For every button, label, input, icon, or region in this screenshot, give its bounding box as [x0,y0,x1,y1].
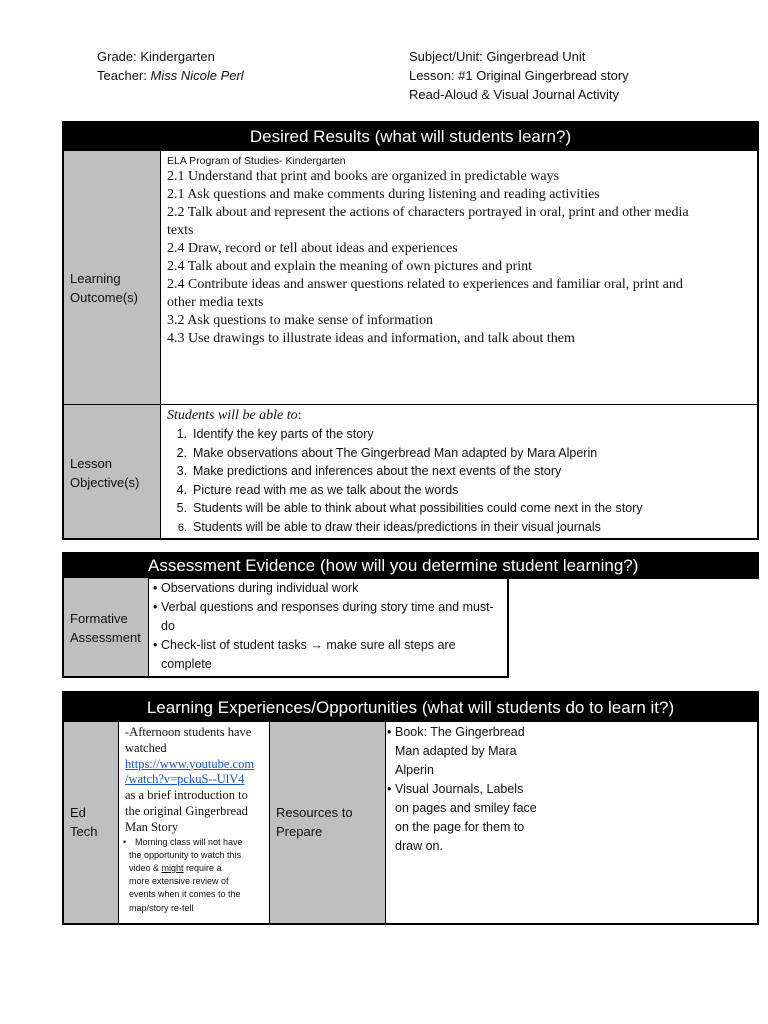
lesson-objectives-label-cell [64,405,161,538]
edtech-text [125,725,269,836]
header-left [97,47,244,85]
outcome-line: 2.2 Talk about and represent the actions of characters portrayed in oral, print and other media [167,205,689,220]
outcome-line: 2.4 Contribute ideas and answer questions related to experiences and familiar oral, print and [167,277,683,292]
lesson-objectives-label-1: Lesson [70,456,112,471]
outcome-line: 2.1 Understand that print and books are organized in predictable ways [167,169,560,184]
formative-content [149,578,504,676]
objective-intro-text: Students will be able to [167,408,298,423]
edtech-label-1: Ed [70,805,86,820]
morning-line: map/story re-tell [129,902,194,913]
outcome-line: 4.3 Use drawings to illustrate ideas and information, and talk about them [167,331,575,346]
learning-subtitle: (what will students do to learn it?) [421,698,675,717]
objective-item [167,499,757,518]
edtech-line: the original Gingerbread [125,803,248,818]
resources-label-cell [270,722,386,923]
resources-label-2: Prepare [276,824,323,839]
objective-text: Students will be able to think about what possibilities could come next in the story [193,501,643,516]
objective-text: Make observations about The Gingerbread Man adapted by Mara Alperin [193,445,598,460]
outcome-line: texts [167,223,194,238]
desired-results-title: Desired Results [249,127,370,146]
objective-number: 2. [176,445,187,460]
teacher [97,66,244,85]
objective-item [167,462,757,481]
assessment-subtitle: (how will you determine student learning?) [319,556,639,575]
formative-item: • Verbal questions and responses during story time and must-do [153,598,500,636]
learning-outcomes-label-1: Learning [70,271,121,286]
edtech-line: as a brief introduction to [125,788,248,803]
outcome-line: 2.4 Draw, record or tell about ideas and experiences [167,241,458,256]
lesson-objectives-label-2: Objective(s) [70,475,140,490]
objective-number: 3. [176,464,187,479]
ela-program: ELA Program of Studies- Kindergarten [167,155,346,167]
morning-line: Morning class will not have [135,836,243,847]
formative-label-cell [64,578,149,676]
grade: Grade: Kindergarten [97,49,215,64]
objective-item [167,518,757,538]
objective-text: Make predictions and inferences about the next events of the story [193,464,562,479]
morning-underlined: might [161,862,184,873]
objective-number: 4. [176,482,187,497]
resource-item: • Book: The Gingerbread Man adapted by Mara Alperin [387,723,540,780]
header-right [409,47,629,104]
edtech-line: watched [125,740,167,755]
desired-results-band [64,123,757,151]
formative-label-1: Formative [70,611,128,626]
learning-band [64,693,757,722]
morning-note [125,836,269,915]
formative-item: • Check-list of student tasks → make sure all steps are complete [153,636,500,674]
objective-number: 1. [176,427,187,441]
teacher-label: Teacher: [97,68,147,83]
outcomes-list [167,168,757,348]
morning-line: the opportunity to watch this [129,849,242,860]
objective-intro [167,407,757,425]
objective-text: Students will be able to draw their ideas/predictions in their visual journals [193,519,601,534]
learning-table [62,691,759,925]
subject: Subject/Unit: Gingerbread Unit [409,49,586,64]
desired-results-table [62,121,759,540]
outcome-line: 2.4 Talk about and explain the meaning of own pictures and print [167,259,533,274]
desired-results-subtitle: (what will students learn?) [374,127,572,146]
formative-item: • Observations during individual work [153,579,500,598]
assessment-band [62,552,759,579]
objective-item [167,444,757,463]
lesson: Lesson: #1 Original Gingerbread story [409,68,629,83]
morning-line: more extensive review of [129,876,229,887]
learning-outcomes-content [161,151,757,405]
learning-outcomes-label-2: Outcome(s) [70,290,138,305]
objective-number: 5. [176,501,187,516]
outcome-line: 2.1 Ask questions and make comments during listening and reading activities [167,187,600,202]
edtech-content [119,722,270,923]
objective-item [167,481,757,500]
resources-list [387,723,540,856]
activity: Read-Aloud & Visual Journal Activity [409,87,620,102]
resources-label-1: Resources to [276,805,353,820]
edtech-line: Man Story [125,819,179,834]
assessment-table [62,578,509,678]
objective-intro-colon: : [297,408,302,423]
bullet-icon: • [123,836,127,847]
teacher-name: Miss Nicole Perl [150,68,244,83]
morning-text: require a [183,862,222,873]
resources-content [386,722,546,923]
objective-text: Picture read with me as we talk about the words [193,482,459,497]
objective-number: 6. [177,521,187,534]
assessment-title: Assessment Evidence [148,556,316,575]
objective-item [167,425,757,444]
youtube-link[interactable]: /watch?v=pckuS--UlV4 [125,772,245,787]
morning-line: events when it comes to the [129,889,241,900]
youtube-link[interactable]: https://www.youtube.com [125,756,255,771]
morning-text: video & [129,862,162,873]
resource-item: • Visual Journals, Labels on pages and smiley face on the page for them to draw on. [387,780,540,856]
objectives-list [167,425,757,538]
edtech-line: -Afternoon students have [125,725,252,739]
learning-title: Learning Experiences/Opportunities [146,698,418,717]
outcome-line: other media texts [167,295,264,310]
morning-line [129,862,269,875]
objective-text: Identify the key parts of the story [193,427,374,441]
edtech-label-2: Tech [70,824,98,839]
learning-outcomes-label-cell [64,151,161,405]
formative-list [153,579,500,674]
outcome-line: 3.2 Ask questions to make sense of information [167,313,433,328]
lesson-objectives-content [161,405,757,538]
formative-label-2: Assessment [70,630,141,645]
edtech-label-cell [64,722,119,923]
